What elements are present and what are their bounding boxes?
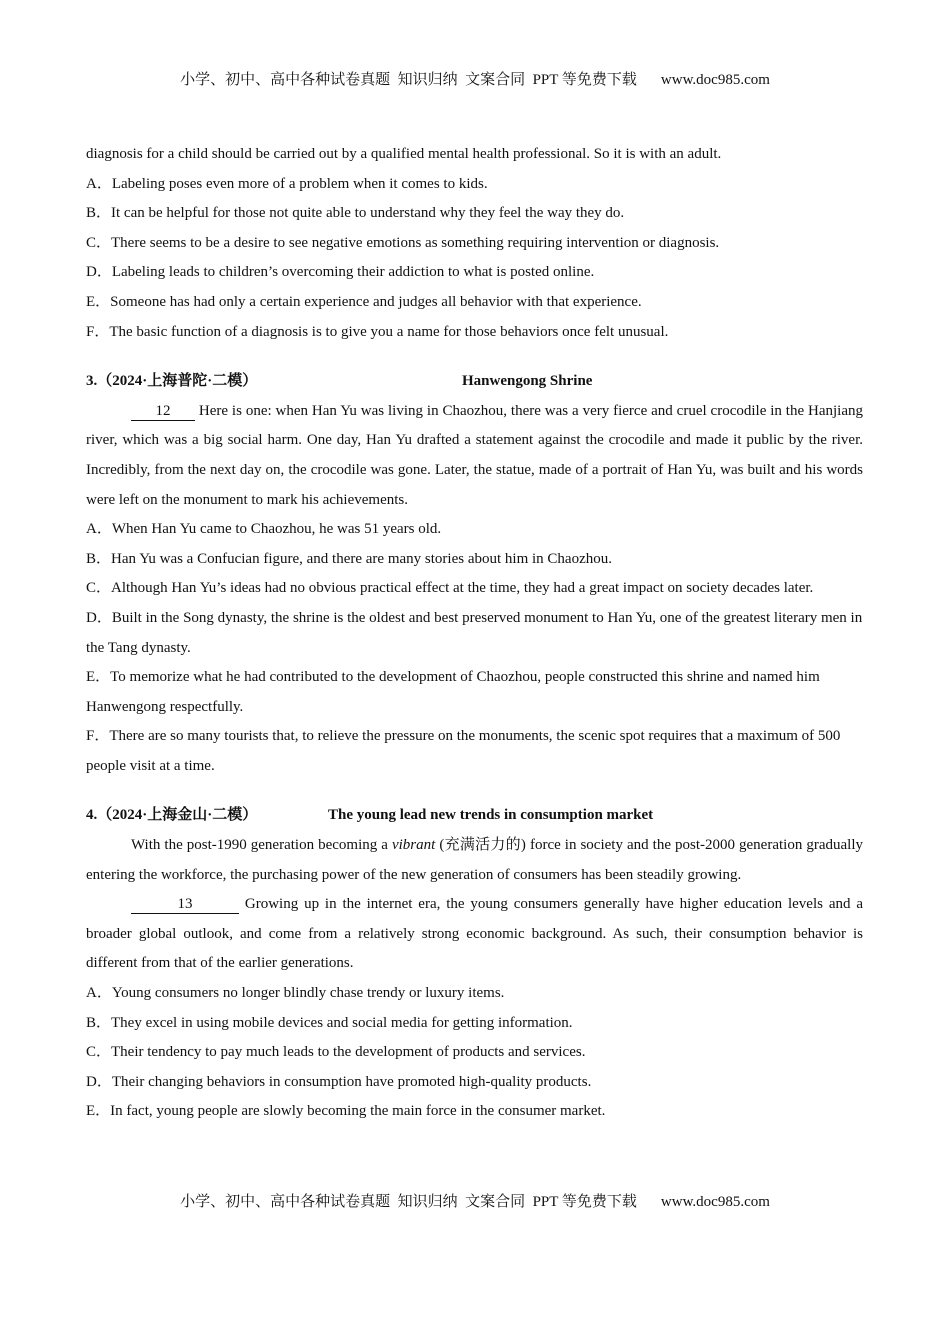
header-text: 小学、初中、高中各种试卷真题 知识归纳 文案合同 PPT 等免费下载 bbox=[180, 72, 637, 88]
section-4-heading bbox=[86, 801, 863, 831]
option-d: D．Built in the Song dynasty, the shrine is the oldest and best preserved monument to Han Yu, one of the greatest literary men in the Tang dynasty. bbox=[86, 609, 863, 656]
footer-site: www.doc985.com bbox=[660, 1194, 770, 1210]
passage-paragraph-1 bbox=[86, 831, 863, 890]
passage-paragraph bbox=[86, 397, 863, 515]
passage-paragraph-2 bbox=[86, 890, 863, 979]
header-site: www.doc985.com bbox=[660, 72, 770, 88]
answer-blank[interactable]: 12 bbox=[131, 402, 195, 421]
option-c: C．There seems to be a desire to see negative emotions as something requiring intervention or diagnosis. bbox=[86, 234, 720, 251]
italic-word: vibrant bbox=[391, 837, 436, 854]
paragraph-text: With the post-1990 generation becoming a bbox=[131, 837, 392, 854]
passage-continuation: diagnosis for a child should be carried out by a qualified mental health professional. So it is with an adult. bbox=[86, 146, 722, 162]
document-body bbox=[86, 140, 863, 1127]
section-3-heading bbox=[86, 367, 863, 397]
paragraph-text: Growing up in the internet era, the young consumers generally have higher education levels and a broader global outlook, and come from a relatively strong economic background. As such, their consumption behavior is different from that of the earlier generations. bbox=[86, 896, 864, 972]
paragraph-text: Here is one: when Han Yu was living in Chaozhou, there was a very fierce and cruel crocodile in the Hanjiang river, which was a big social harm. One day, Han Yu drafted a statement against the crocodile and made it public by the river. Incredibly, from the next day on, the crocodile was gone. Later, the statue, made of a portrait of Han Yu, was built and his words were left on the monument to mark his achievements. bbox=[86, 402, 863, 508]
footer-text: 小学、初中、高中各种试卷真题 知识归纳 文案合同 PPT 等免费下载 bbox=[180, 1194, 637, 1210]
option-a: A．When Han Yu came to Chaozhou, he was 51 years old. bbox=[86, 521, 442, 538]
option-b: B．It can be helpful for those not quite able to understand why they feel the way they do. bbox=[86, 205, 625, 222]
page-footer bbox=[0, 1190, 950, 1211]
section-title: Hanwengong Shrine bbox=[462, 373, 593, 390]
option-f: F．There are so many tourists that, to relieve the pressure on the monuments, the scenic spot requires that a maximum of 500 people visit at a time. bbox=[86, 728, 841, 774]
option-e: E．To memorize what he had contributed to the development of Chaozhou, people constructed this shrine and named him Hanwengong respectfully. bbox=[86, 669, 820, 715]
answer-blank[interactable]: 13 bbox=[131, 895, 239, 914]
option-d: D．Labeling leads to children’s overcoming their addiction to what is posted online. bbox=[86, 264, 595, 281]
option-e: E．In fact, young people are slowly becoming the main force in the consumer market. bbox=[86, 1103, 606, 1120]
option-c: C．Their tendency to pay much leads to the development of products and services. bbox=[86, 1044, 586, 1061]
page-header bbox=[0, 68, 950, 89]
paragraph-text: (充满活力的) force in society and the post-2000 generation gradually entering the workforce, the purchasing power of the new generation of consumers has been steadily growing. bbox=[86, 837, 863, 883]
section-label: 4.（2024·上海金山·二模） bbox=[86, 807, 258, 824]
option-a: A．Labeling poses even more of a problem when it comes to kids. bbox=[86, 175, 488, 192]
option-f: F．The basic function of a diagnosis is to give you a name for those behaviors once felt unusual. bbox=[86, 323, 669, 340]
option-c: C．Although Han Yu’s ideas had no obvious practical effect at the time, they had a great impact on society decades later. bbox=[86, 580, 814, 597]
option-a: A．Young consumers no longer blindly chase trendy or luxury items. bbox=[86, 985, 505, 1002]
option-b: B．Han Yu was a Confucian figure, and there are many stories about him in Chaozhou. bbox=[86, 550, 612, 567]
section-title: The young lead new trends in consumption market bbox=[328, 807, 654, 824]
option-b: B．They excel in using mobile devices and social media for getting information. bbox=[86, 1014, 573, 1031]
option-d: D．Their changing behaviors in consumption have promoted high-quality products. bbox=[86, 1073, 592, 1090]
option-e: E．Someone has had only a certain experience and judges all behavior with that experience. bbox=[86, 293, 642, 310]
section-label: 3.（2024·上海普陀·二模） bbox=[86, 373, 258, 390]
